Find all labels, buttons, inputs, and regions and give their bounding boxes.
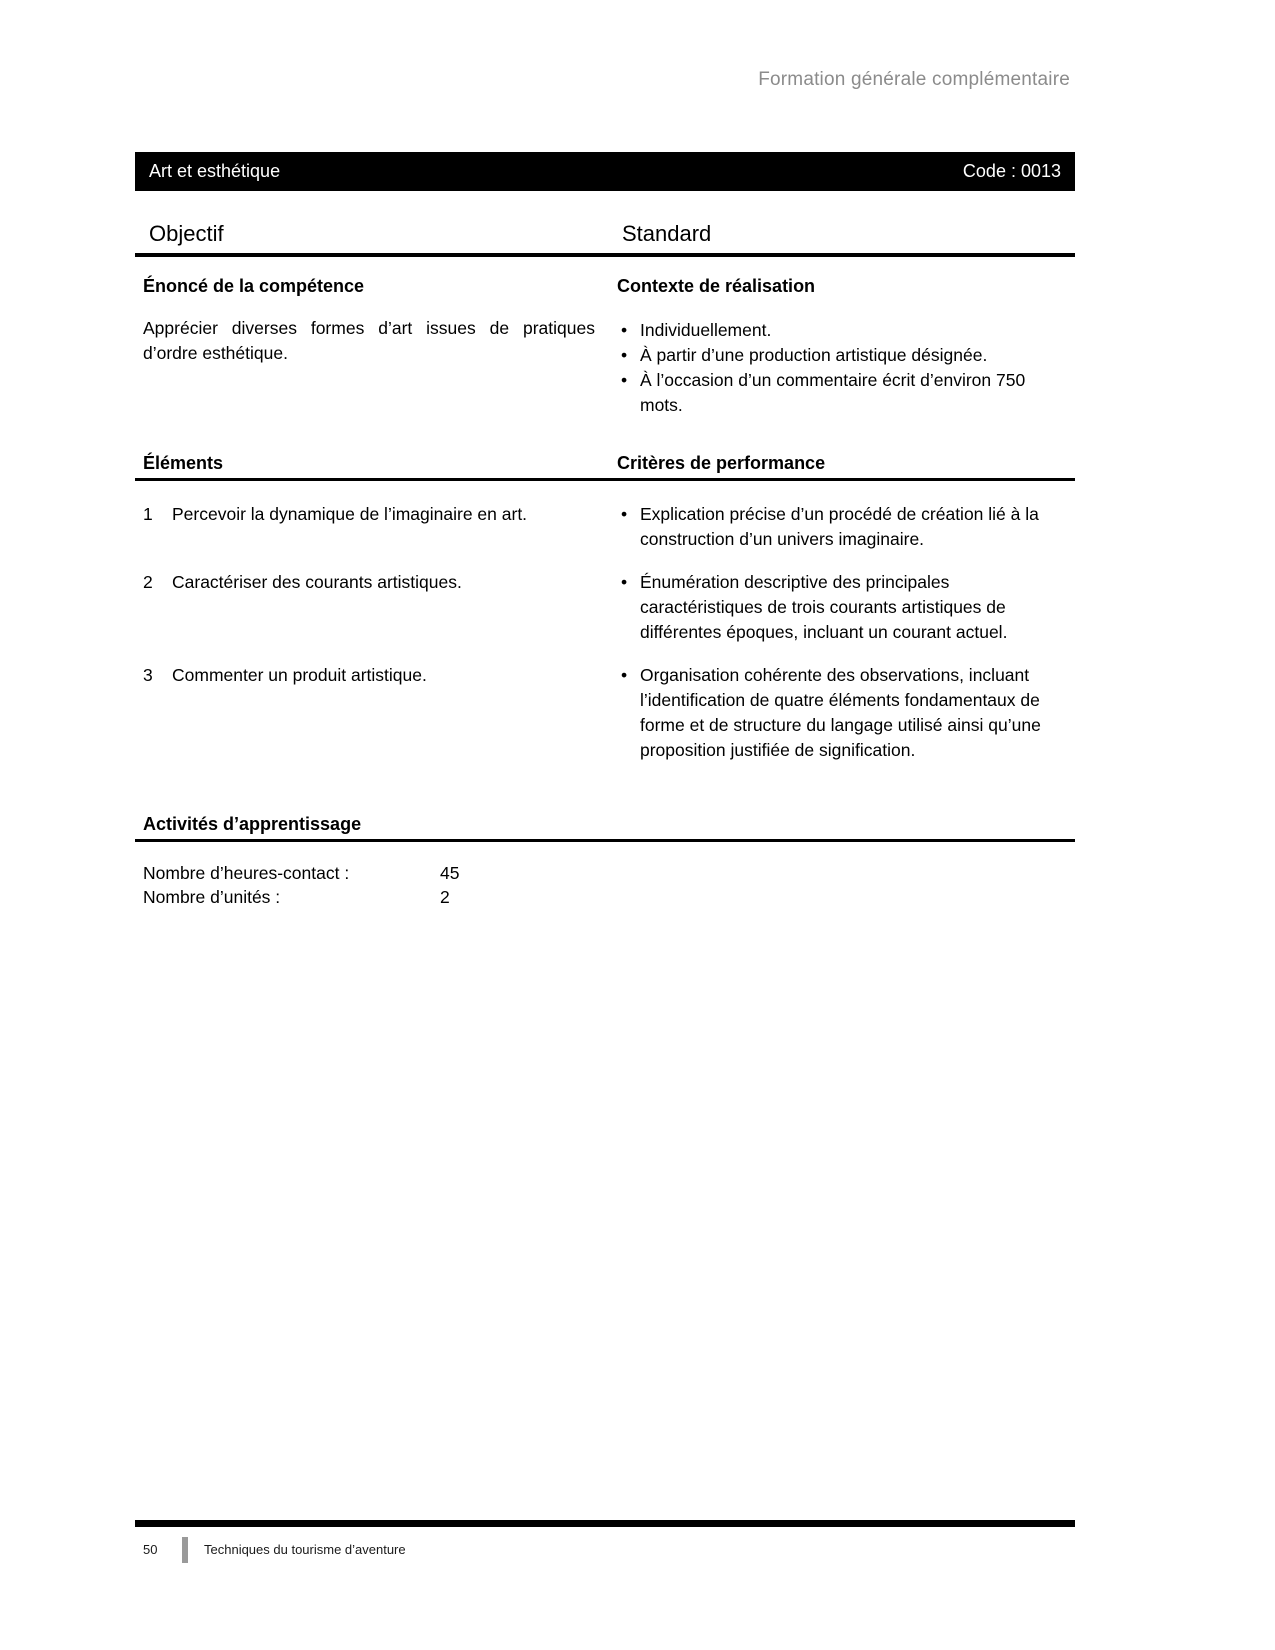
element-criteria-row (143, 663, 1075, 763)
elements-heading: Éléments (143, 453, 224, 473)
running-header: Formation générale complémentaire (758, 69, 1070, 90)
standard-header: Standard (622, 221, 712, 246)
element-item (143, 663, 595, 763)
footer-accent-bar (182, 1537, 188, 1563)
objectif-header: Objectif (149, 221, 224, 246)
divider-objectif-standard (135, 253, 1075, 257)
elements-criteres-headings-row (143, 453, 1075, 474)
element-criteria-row (143, 502, 1075, 552)
info-row (143, 885, 459, 909)
subsection-headings-row (143, 276, 1075, 297)
info-label: Nombre d’unités : (143, 887, 281, 907)
info-label: Nombre d’heures-contact : (143, 863, 350, 883)
page-number: 50 (143, 1542, 158, 1557)
footer-rule (135, 1520, 1075, 1527)
divider-activites (135, 839, 1075, 842)
course-info-table (143, 861, 459, 909)
info-value: 2 (440, 887, 450, 907)
competence-heading: Énoncé de la compétence (143, 276, 365, 296)
element-number: 2 (143, 572, 153, 592)
criterion-item: • Organisation cohérente des observations, incluant l’identification de quatre éléments fondamentaux de forme et de structure du langage utilisé ainsi qu’une proposition justifiée de signification. (617, 663, 1075, 763)
element-text: Commenter un produit artistique. (172, 665, 427, 685)
competence-statement: Apprécier diverses formes d’art issues de pratiques d’ordre esthétique. (143, 318, 595, 363)
criterion-item: • Énumération descriptive des principales caractéristiques de trois courants artistiques de différentes époques, incluant un courant actuel. (617, 570, 1075, 645)
page-footer (143, 1537, 406, 1563)
list-item: • À l’occasion d’un commentaire écrit d’environ 750 mots. (617, 368, 1067, 418)
divider-elements-criteres (135, 478, 1075, 481)
list-item: • Individuellement. (617, 318, 1067, 343)
element-text: Percevoir la dynamique de l’imaginaire en art. (172, 504, 528, 524)
criteres-heading: Critères de performance (617, 453, 826, 473)
info-value: 45 (440, 863, 460, 883)
element-text: Caractériser des courants artistiques. (172, 572, 462, 592)
title-bar (135, 152, 1075, 191)
activites-heading: Activités d’apprentissage (143, 814, 362, 834)
list-item: • À partir d’une production artistique désignée. (617, 343, 1067, 368)
info-row (143, 861, 459, 885)
column-headers-row (135, 221, 1075, 251)
criterion-item: • Explication précise d’un procédé de création lié à la construction d’un univers imaginaire. (617, 502, 1075, 552)
element-number: 1 (143, 504, 153, 524)
course-code: Code : 0013 (962, 161, 1061, 181)
element-number: 3 (143, 665, 153, 685)
element-item (143, 502, 595, 552)
contexte-bullet-list (617, 318, 1067, 418)
contexte-heading: Contexte de réalisation (617, 276, 816, 296)
element-criteria-row (143, 570, 1075, 645)
course-title: Art et esthétique (149, 161, 281, 181)
element-item (143, 570, 595, 645)
program-name: Techniques du tourisme d’aventure (204, 1542, 406, 1557)
